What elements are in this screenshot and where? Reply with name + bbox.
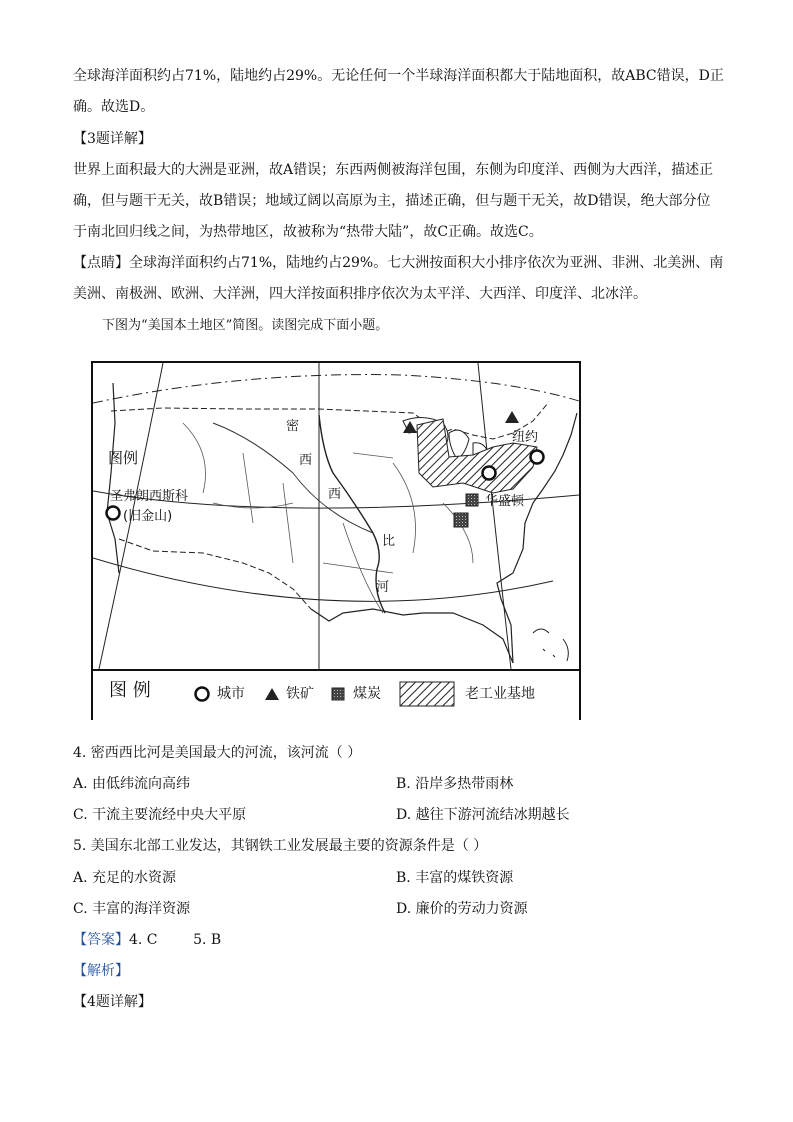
usa-map-figure — [91, 361, 581, 720]
question-intro: 下图为“美国本土地区”简图。读图完成下面小题。 — [102, 318, 389, 333]
paragraph-line: 【点睛】全球海洋面积约占71%，陆地约占29%。七大洲按面积大小排序依次为亚洲、非洲、北美洲、南 — [73, 255, 724, 271]
legend-city-label: 城市 — [217, 686, 245, 702]
city-marker-dc — [483, 467, 496, 480]
paragraph-line: 确，但与题干无关，故B错误；地域辽阔以高原为主，描述正确，但与题干无关，故D错误，绝大部分位 — [73, 193, 711, 209]
city-marker-ny — [531, 451, 544, 464]
mississippi-label-char: 西 — [328, 487, 342, 502]
map-legend — [93, 669, 579, 720]
industrial-legend-icon — [399, 681, 455, 707]
answer-text: 4. C 5. B — [129, 932, 222, 948]
missouri-river — [213, 423, 373, 533]
coal-legend-icon — [331, 687, 345, 701]
coal-marker — [466, 494, 478, 506]
q4-option-a: A. 由低纬流向高纬 — [73, 776, 191, 792]
lat-line-north — [93, 375, 579, 403]
legend-title: 图 例 — [109, 680, 151, 701]
city-label-dc: 华盛顿 — [485, 494, 525, 509]
section-heading: 【3题详解】 — [73, 131, 152, 147]
city-label-ny: 纽约 — [512, 430, 539, 445]
paragraph-line: 世界上面积最大的大洲是亚洲，故A错误；东西两侧被海洋包围，东侧为印度洋、西侧为大西洋，描述正 — [73, 162, 714, 178]
q5-option-c: C. 丰富的海洋资源 — [73, 901, 191, 917]
graticule-lon — [478, 363, 511, 669]
q4-option-b: B. 沿岸多热带雨林 — [396, 776, 514, 792]
florida-keys — [533, 629, 568, 661]
answer-line — [73, 930, 221, 950]
legend-industrial-label: 老工业基地 — [465, 686, 535, 702]
question-5-stem: 5. 美国东北部工业发达，其钢铁工业发展最主要的资源条件是（ ） — [73, 838, 488, 854]
answer-tag: 【答案】 — [73, 932, 129, 948]
paragraph-line: 于南北回归线之间，为热带地区，故被称为“热带大陆”，故C正确。故选C。 — [73, 224, 543, 240]
mississippi-label-char: 西 — [299, 453, 313, 468]
q5-option-a: A. 充足的水资源 — [73, 870, 177, 886]
paragraph-line: 确。故选D。 — [73, 99, 155, 115]
mexico-border — [119, 539, 311, 609]
city-legend-icon — [193, 685, 211, 703]
city-label-sf: 圣弗朗西斯科 — [110, 489, 189, 504]
coal-marker — [454, 513, 468, 527]
us-coastline — [107, 383, 577, 663]
iron-ore-marker — [505, 411, 519, 423]
q5-option-b: B. 丰富的煤铁资源 — [396, 870, 514, 886]
analysis-tag: 【解析】 — [73, 963, 129, 979]
mississippi-label-char: 比 — [382, 534, 396, 549]
legend-inner-heading: 图例 — [108, 449, 139, 467]
mississippi-label-char: 密 — [286, 419, 300, 434]
iron-legend-icon — [264, 686, 280, 702]
city-label-sf-alt: (旧金山) — [123, 509, 173, 524]
section-heading: 【4题详解】 — [73, 994, 152, 1010]
mississippi-label-char: 河 — [376, 580, 390, 595]
paragraph-line: 全球海洋面积约占71%，陆地约占29%。无论任何一个半球海洋面积都大于陆地面积，故ABC错误，D正 — [73, 68, 724, 84]
legend-iron-label: 铁矿 — [286, 686, 314, 702]
q4-option-d: D. 越往下游河流结冰期越长 — [396, 807, 570, 823]
paragraph-line: 美洲、南极洲、欧洲、大洋洲，四大洋按面积排序依次为太平洋、大西洋、印度洋、北冰洋。 — [73, 286, 647, 302]
q5-option-d: D. 廉价的劳动力资源 — [396, 901, 528, 917]
graticule-lat — [93, 558, 553, 601]
q4-option-c: C. 干流主要流经中央大平原 — [73, 807, 247, 823]
legend-coal-label: 煤炭 — [353, 686, 381, 702]
city-marker-sf — [107, 507, 120, 520]
question-4-stem: 4. 密西西比河是美国最大的河流，该河流（ ） — [73, 745, 362, 761]
